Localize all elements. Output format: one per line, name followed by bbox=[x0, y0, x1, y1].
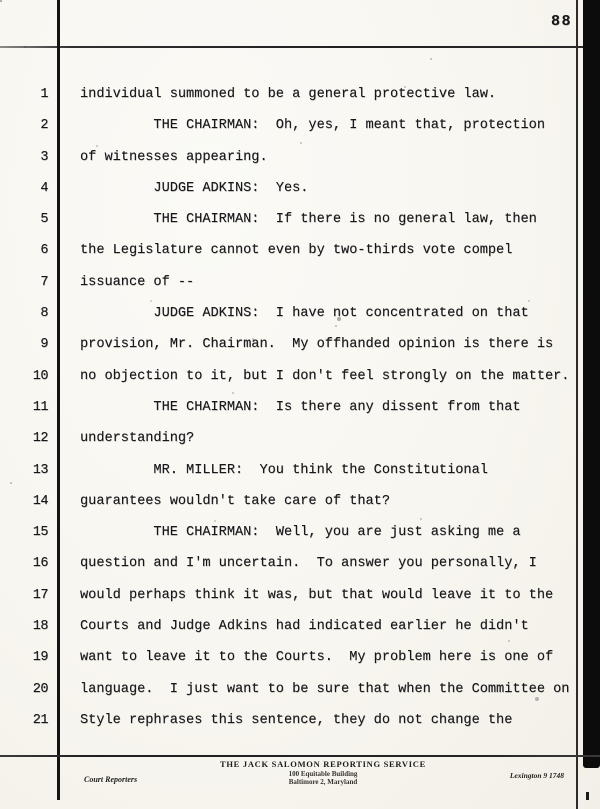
footer-service-name: THE JACK SALOMON REPORTING SERVICE bbox=[220, 759, 426, 769]
transcript-line bbox=[0, 244, 600, 275]
line-text: understanding? bbox=[80, 431, 195, 447]
transcript-line bbox=[0, 276, 600, 307]
line-text: of witnesses appearing. bbox=[80, 149, 268, 165]
footer-service-city: Baltimore 2, Maryland bbox=[288, 778, 358, 786]
line-text: Style rephrases this sentence, they do not change the bbox=[80, 712, 513, 728]
line-text: JUDGE ADKINS: Yes. bbox=[80, 180, 309, 196]
transcript-line bbox=[0, 589, 600, 620]
transcript-line bbox=[0, 213, 600, 244]
transcript-line bbox=[0, 370, 600, 401]
transcript-line bbox=[0, 683, 600, 714]
line-number: 11 bbox=[32, 399, 48, 415]
line-text: MR. MILLER: You think the Constitutional bbox=[80, 462, 488, 478]
line-number: 1 bbox=[40, 87, 48, 102]
scan-artifact bbox=[586, 792, 589, 800]
footer-phone: Lexington 9 1748 bbox=[509, 771, 564, 780]
footer-rule bbox=[0, 755, 600, 757]
line-number: 10 bbox=[32, 368, 48, 384]
line-number: 16 bbox=[32, 556, 48, 572]
line-text: provision, Mr. Chairman. My offhanded opinion is there is bbox=[80, 337, 554, 353]
transcript-line bbox=[0, 119, 600, 150]
transcript-body bbox=[0, 88, 600, 745]
line-text: want to leave it to the Courts. My problem here is one of bbox=[80, 650, 554, 666]
line-text: the Legislature cannot even by two-thirds vote compel bbox=[80, 243, 513, 259]
footer-service-address: 100 Equitable Building bbox=[288, 770, 358, 778]
transcript-line bbox=[0, 714, 600, 745]
line-number: 17 bbox=[32, 587, 48, 603]
line-text: would perhaps think it was, but that would leave it to the bbox=[80, 587, 554, 603]
line-number: 20 bbox=[32, 681, 48, 697]
transcript-line bbox=[0, 495, 600, 526]
transcript-line bbox=[0, 151, 600, 182]
line-number: 19 bbox=[32, 650, 48, 666]
line-text: question and I'm uncertain. To answer you personally, I bbox=[80, 556, 537, 572]
line-number: 9 bbox=[40, 337, 48, 353]
line-number: 7 bbox=[40, 274, 48, 290]
scan-artifacts bbox=[0, 0, 1, 1]
line-text: JUDGE ADKINS: I have not concentrated on that bbox=[80, 306, 529, 322]
line-text: THE CHAIRMAN: Is there any dissent from that bbox=[80, 399, 521, 415]
line-number: 4 bbox=[40, 180, 48, 196]
line-number: 21 bbox=[32, 712, 48, 728]
line-number: 3 bbox=[40, 149, 48, 165]
line-number: 15 bbox=[32, 525, 48, 541]
page-number: 88 bbox=[550, 13, 572, 30]
footer-court-reporters: Court Reporters bbox=[84, 775, 138, 784]
line-number: 18 bbox=[32, 619, 48, 635]
line-text: individual summoned to be a general protective law. bbox=[80, 87, 497, 102]
line-text: THE CHAIRMAN: Oh, yes, I meant that, protection bbox=[80, 118, 545, 134]
line-text: THE CHAIRMAN: If there is no general law, then bbox=[80, 212, 537, 228]
line-text: THE CHAIRMAN: Well, you are just asking me a bbox=[80, 525, 521, 541]
transcript-line bbox=[0, 182, 600, 213]
footer-reporting-service bbox=[160, 759, 486, 786]
line-text: no objection to it, but I don't feel strongly on the matter. bbox=[80, 368, 570, 384]
transcript-line bbox=[0, 401, 600, 432]
line-text: Courts and Judge Adkins had indicated earlier he didn't bbox=[80, 619, 529, 635]
line-number: 6 bbox=[40, 243, 48, 259]
line-number: 8 bbox=[40, 306, 48, 322]
transcript-line bbox=[0, 464, 600, 495]
line-text: issuance of -- bbox=[80, 274, 195, 290]
transcript-line bbox=[0, 651, 600, 682]
transcript-line bbox=[0, 526, 600, 557]
transcript-line bbox=[0, 88, 600, 119]
transcript-line bbox=[0, 432, 600, 463]
transcript-line bbox=[0, 557, 600, 588]
line-text: guarantees wouldn't take care of that? bbox=[80, 493, 390, 509]
line-number: 13 bbox=[32, 462, 48, 478]
header-rule bbox=[0, 46, 600, 48]
line-number: 12 bbox=[32, 431, 48, 447]
line-number: 14 bbox=[32, 493, 48, 509]
transcript-line bbox=[0, 338, 600, 369]
transcript-line bbox=[0, 620, 600, 651]
line-number: 5 bbox=[40, 212, 48, 228]
transcript-line bbox=[0, 307, 600, 338]
line-number: 2 bbox=[40, 118, 48, 134]
line-text: language. I just want to be sure that when the Committee on bbox=[80, 681, 570, 697]
